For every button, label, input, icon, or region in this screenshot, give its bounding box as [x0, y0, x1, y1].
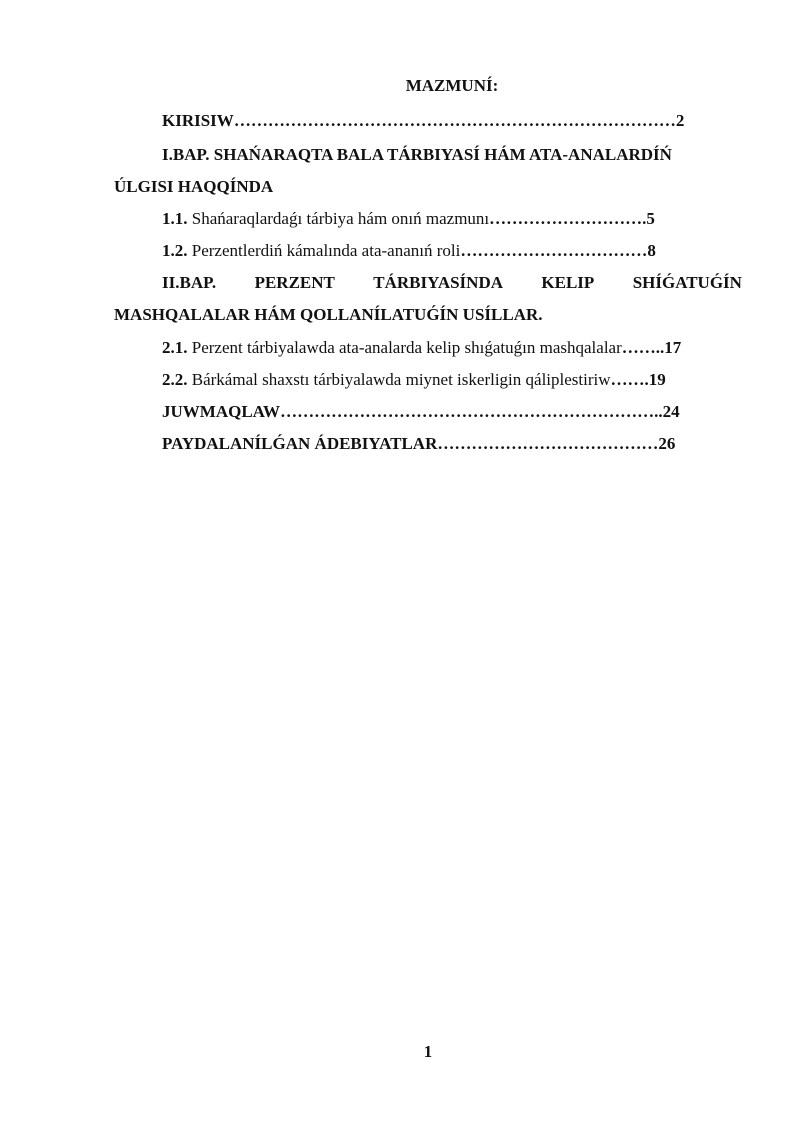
- toc-entry-2-2: [162, 369, 666, 391]
- toc-page-number: 19: [648, 370, 666, 389]
- toc-leader: ……………………….: [489, 209, 647, 228]
- toc-leader: …………………………………: [437, 434, 659, 453]
- toc-entry-1-2: [162, 240, 656, 262]
- toc-leader: ……………………………: [460, 241, 648, 260]
- toc-chapter-2-word: TÁRBIYASÍNDA: [373, 273, 503, 292]
- page-title: MAZMUNÍ:: [405, 76, 499, 95]
- toc-chapter-2-line-1: [162, 272, 742, 294]
- toc-leader: ……………………………………………………………………: [233, 111, 676, 130]
- toc-page-number: 26: [658, 434, 676, 453]
- toc-section-number: 2.2.: [162, 370, 188, 389]
- toc-section-number: 1.2.: [162, 241, 188, 260]
- toc-leader: …………………………………………………………..: [280, 402, 663, 421]
- toc-chapter-2-word: KELIP: [541, 273, 595, 292]
- toc-label: Bárkámal shaxstı tárbiyalawda miynet iskerligin qáliplestiriw: [191, 370, 611, 389]
- toc-page-number: 17: [664, 338, 682, 357]
- toc-chapter-2-word: PERZENT: [254, 273, 335, 292]
- toc-label: PAYDALANÍLǴAN ÁDEBIYATLAR: [162, 434, 438, 453]
- toc-label: KIRISIW: [162, 111, 234, 130]
- toc-page-number: 2: [675, 111, 685, 130]
- toc-chapter-1-line-1: I.BAP. SHAŃARAQTA BALA TÁRBIYASÍ HÁM ATA-ANALARDÍŃ: [162, 145, 672, 164]
- toc-entry-kirisiw: [162, 110, 684, 132]
- toc-chapter-2-word: II.BAP.: [162, 273, 217, 292]
- toc-page-number: 5: [646, 209, 655, 228]
- toc-entry-1-1: [162, 208, 655, 230]
- toc-section-number: 1.1.: [162, 209, 188, 228]
- toc-chapter-2-line-2: MASHQALALAR HÁM QOLLANÍLATUǴÍN USÍLLAR.: [114, 305, 543, 324]
- page-number: 1: [423, 1042, 433, 1061]
- toc-entry-juwmaqlaw: [162, 401, 680, 423]
- toc-label: JUWMAQLAW: [162, 402, 281, 421]
- toc-section-number: 2.1.: [162, 338, 188, 357]
- toc-chapter-1-line-2: ÚLGISI HAQQÍNDA: [114, 177, 274, 196]
- toc-page-number: 24: [662, 402, 680, 421]
- toc-page-number: 8: [647, 241, 656, 260]
- toc-label: Perzent tárbiyalawda ata-analarda kelip shıǵatuǵın mashqalalar: [191, 338, 622, 357]
- toc-chapter-2-word: SHÍǴATUǴÍN: [632, 273, 742, 292]
- toc-leader: …….: [610, 370, 649, 389]
- toc-entry-paydalanilgan-adebiyatlar: [162, 433, 675, 455]
- toc-leader: ……..: [621, 338, 665, 357]
- toc-label: Shańaraqlardaǵı tárbiya hám onıń mazmunı: [191, 209, 490, 228]
- toc-label: Perzentlerdiń kámalında ata-ananıń roli: [191, 241, 461, 260]
- toc-entry-2-1: [162, 337, 681, 359]
